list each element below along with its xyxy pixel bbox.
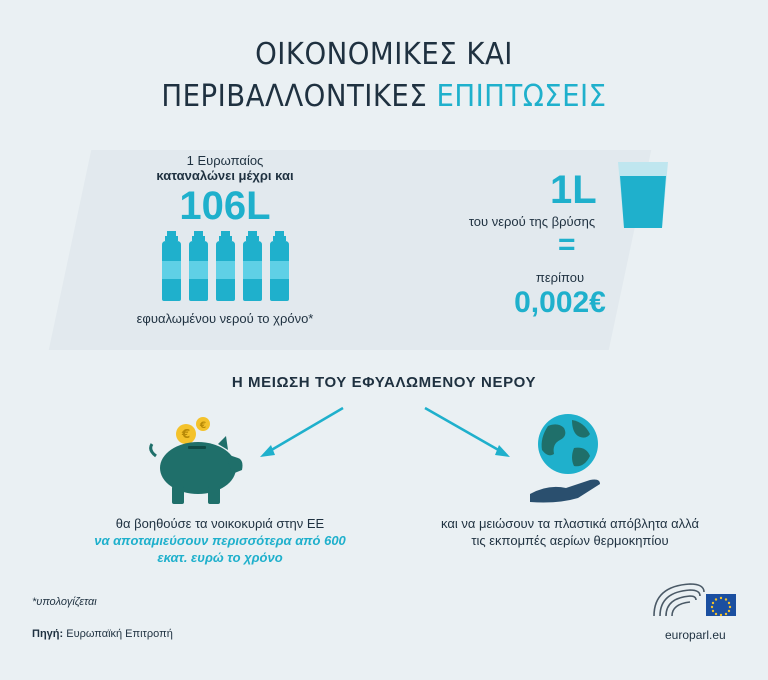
piggy-bank-icon [148,414,258,506]
section-title: Η ΜΕΙΩΣΗ ΤΟΥ ΕΦΥΑΛΩΜΕΝΟΥ ΝΕΡΟΥ [231,374,537,391]
tap-amount: 1L [550,168,597,212]
caption-savings-line-3: εκατ. ευρώ το χρόνο [157,550,283,565]
site-url: europarl.eu [665,628,726,642]
tap-price: 0,002€ [514,286,606,319]
bottled-footer: εφυαλωμένου νερού το χρόνο* [136,311,314,326]
title-line-1: ΟΙΚΟΝΟΜΙΚΕΣ ΚΑΙ [255,37,513,72]
footnote: *υπολογίζεται [32,596,97,608]
title-line-2-main: ΠΕΡΙΒΑΛΛΟΝΤΙΚΕΣ [161,79,437,114]
equals-sign: = [558,228,576,261]
source-label: Πηγή: [32,628,64,640]
consumer-label: 1 Ευρωπαίος [186,153,264,168]
caption-waste-line-1: και να μειώσουν τα πλαστικά απόβλητα αλλά [440,516,699,531]
tap-water-label: του νερού της βρύσης [468,214,596,229]
consumes-label: καταναλώνει μέχρι και [156,168,294,183]
bottled-amount: 106L [179,184,271,228]
arrow-right-icon [425,408,510,457]
caption-waste-line-2: τις εκπομπές αερίων θερμοκηπίου [471,533,669,548]
caption-savings-line-2: να αποταμιεύσουν περισσότερα από 600 [94,533,346,548]
caption-waste [410,515,730,549]
svg-text:€: € [181,427,191,441]
caption-savings-line-1: θα βοηθούσε τα νοικοκυριά στην ΕΕ [115,516,325,531]
title-line-2-accent: ΕΠΙΠΤΩΣΕΙΣ [436,79,607,114]
caption-savings [60,515,380,566]
approx-label: περίπου [535,270,585,285]
globe-in-hand-icon [528,414,618,506]
arrow-left-icon [260,408,343,457]
svg-text:€: € [199,421,207,431]
source-value: Ευρωπαϊκή Επιτροπή [63,628,173,640]
